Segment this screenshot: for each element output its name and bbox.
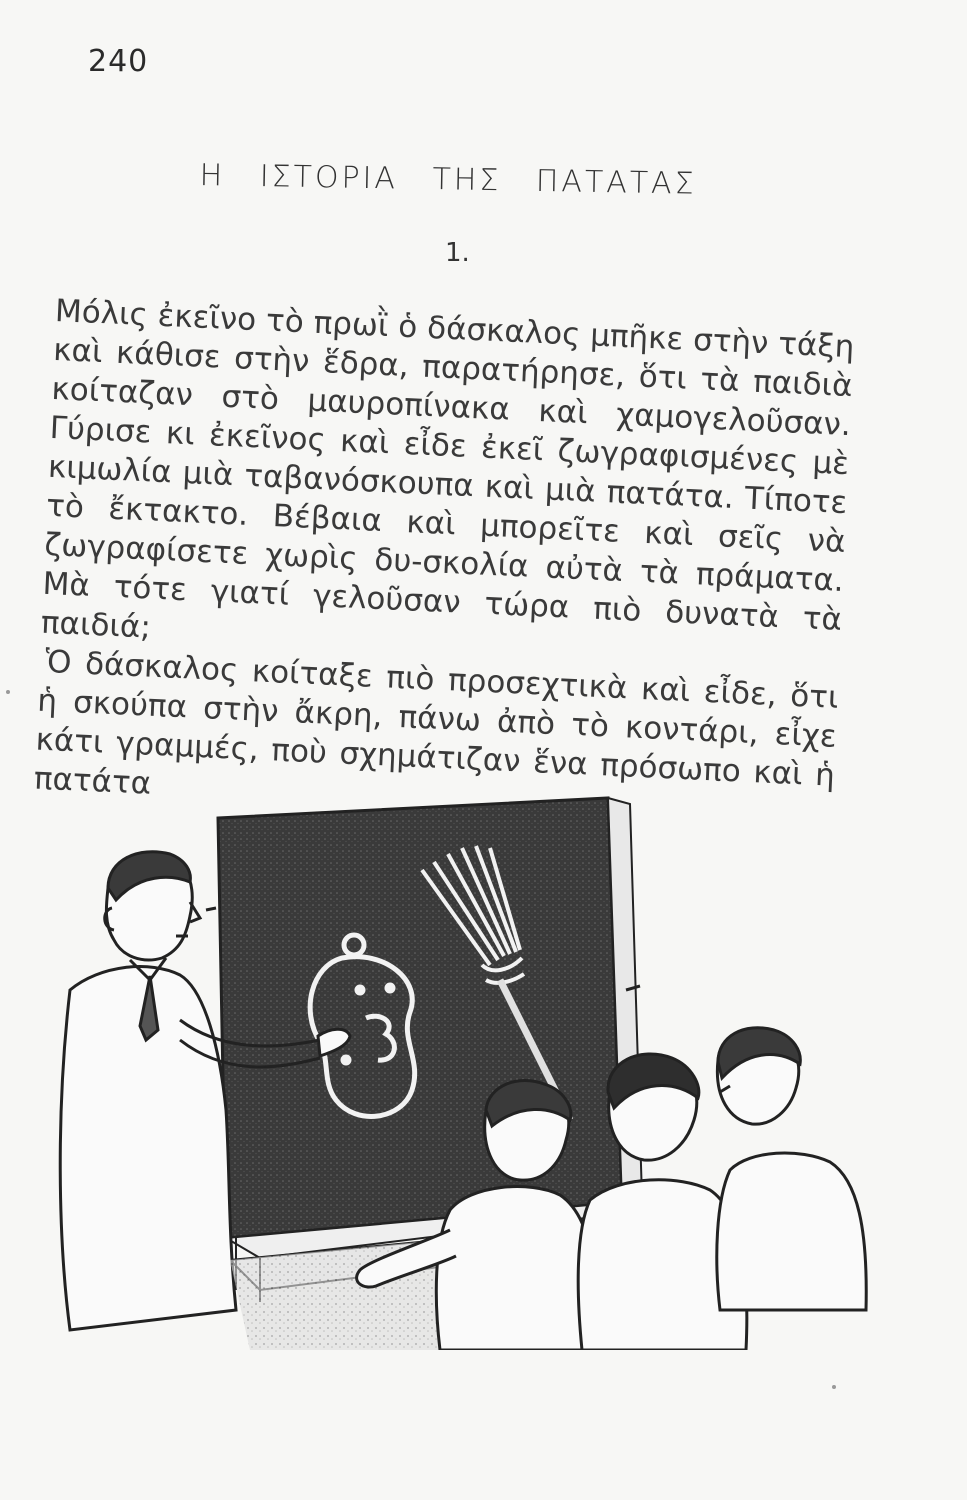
- classroom-illustration: [30, 790, 890, 1350]
- paragraph-1: Μόλις ἐκεῖνο τὸ πρωῒ ὁ δάσκαλος μπῆκε στὴν τάξη καὶ κάθισε στὴν ἕδρα, παρατήρησε, ὅτι τὰ παιδιὰ κοίταζαν στὸ μαυροπίνακα καὶ χαμογελοῦσαν. Γύρισε κι ἐκεῖνος καὶ εἶδε ἐκεῖ ζωγραφισμένες μὲ κιμωλία μιὰ ταβανόσκουπα καὶ μιὰ πατάτα. Τίποτε τὸ ἔκτακτο. Βέβαια καὶ μπορεῖτε καὶ σεῖς νὰ ζωγραφίσετε χωρὶς δυ-σκολία αὐτὰ τὰ πράματα. Μὰ τότε γιατί γελοῦσαν τώρα πιὸ δυνατὰ τὰ παιδιά;: [40, 292, 856, 646]
- page-number: 240: [88, 44, 149, 79]
- margin-speck: [832, 1385, 836, 1389]
- student-figure-right: [717, 1028, 866, 1310]
- paragraph-2: Ὁ δάσκαλος κοίταξε πιὸ προσεχτικὰ καὶ εἶδε, ὅτι ἡ σκούπα στὴν ἄκρη, πάνω ἀπὸ τὸ κοντάρι, εἶχε κάτι γραμμές, ποὺ σχημάτιζαν ἕνα πρόσωπο καὶ ἡ πατάτα: [33, 643, 840, 802]
- chapter-number: 1.: [445, 238, 470, 268]
- page-title: Η ΙΣΤΟΡΙΑ ΤΗΣ ΠΑΤΑΤΑΣ: [199, 158, 697, 202]
- body-text: [33, 292, 855, 835]
- margin-speck: [6, 690, 10, 694]
